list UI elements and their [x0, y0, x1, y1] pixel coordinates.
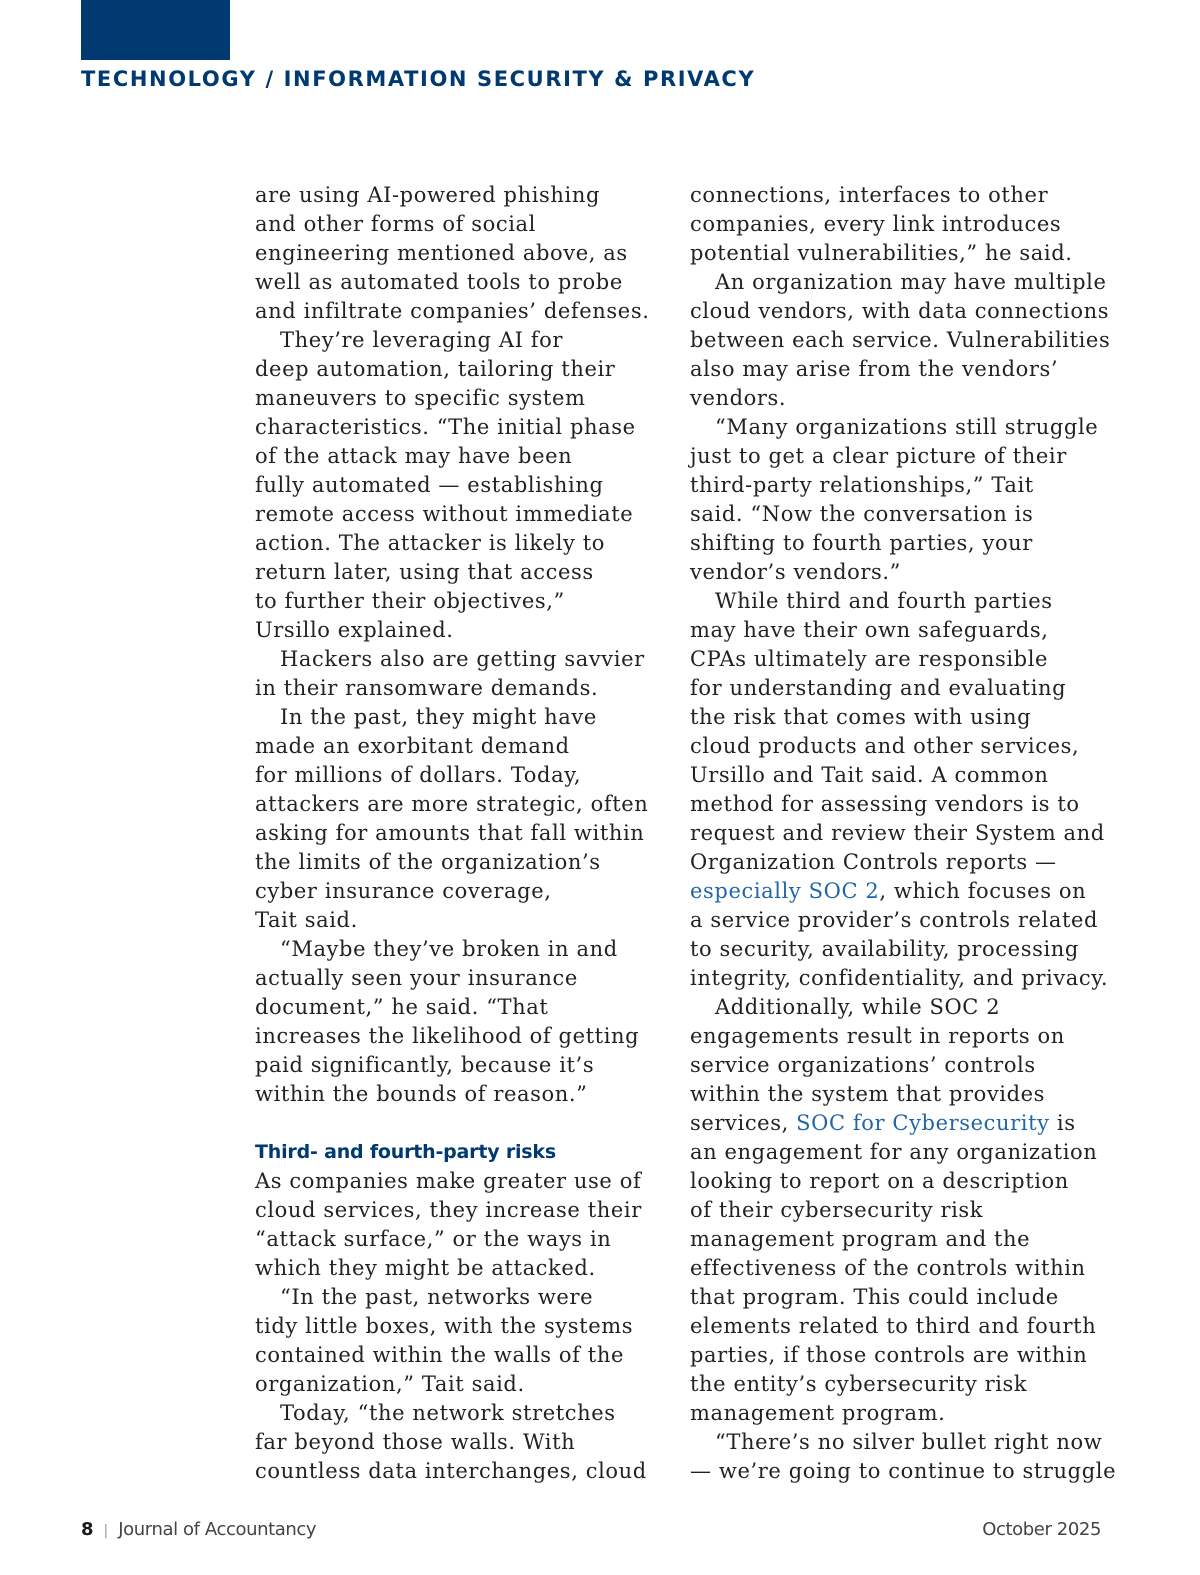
text-line: In the past, they might have — [280, 705, 597, 729]
text-line: that program. This could include — [690, 1285, 1059, 1309]
text-line: made an exorbitant demand — [255, 734, 570, 758]
paragraph — [255, 1399, 649, 1486]
text-line-with-link — [690, 877, 1116, 906]
text-line: “attack surface,” or the ways in — [255, 1227, 612, 1251]
paragraph-continuation — [690, 906, 1116, 993]
text-line: looking to report on a description — [690, 1169, 1069, 1193]
paragraph — [690, 181, 1116, 268]
text-line: tidy little boxes, with the systems — [255, 1314, 634, 1338]
text-line: “Maybe they’ve broken in and — [280, 937, 618, 961]
text-line: organization,” Tait said. — [255, 1372, 525, 1396]
text-line: characteristics. “The initial phase — [255, 415, 636, 439]
text-line: “There’s no silver bullet right now — [715, 1430, 1103, 1454]
article-column-right — [690, 181, 1116, 1486]
paragraph — [690, 587, 1116, 877]
text-line: to security, availability, processing — [690, 937, 1079, 961]
text-line: asking for amounts that fall within — [255, 821, 645, 845]
text-line: connections, interfaces to other — [690, 183, 1049, 207]
text-line: elements related to third and fourth — [690, 1314, 1097, 1338]
text-line: just to get a clear picture of their — [690, 444, 1067, 468]
soc-cybersecurity-link[interactable]: SOC for Cybersecurity — [796, 1111, 1050, 1135]
text-line: While third and fourth parties — [715, 589, 1053, 613]
text-line: Additionally, while SOC 2 — [715, 995, 1001, 1019]
text-line: management program and the — [690, 1227, 1031, 1251]
text-line: a service provider’s controls related — [690, 908, 1099, 932]
text-line: countless data interchanges, cloud — [255, 1459, 647, 1483]
text-line: cloud vendors, with data connections — [690, 299, 1110, 323]
journal-name: Journal of Accountancy — [118, 1519, 317, 1540]
text-line: the entity’s cybersecurity risk — [690, 1372, 1028, 1396]
text-line: vendors. — [690, 386, 787, 410]
header-color-block — [81, 0, 230, 60]
text-line-with-link — [690, 1109, 1116, 1138]
text-line: Tait said. — [255, 908, 358, 932]
section-subheading: Third- and fourth-party risks — [255, 1141, 556, 1163]
footer-left — [81, 1516, 316, 1544]
text-line: companies, every link introduces — [690, 212, 1062, 236]
text-line: An organization may have multiple — [715, 270, 1107, 294]
text-line: to further their objectives,” — [255, 589, 565, 613]
text-line: effectiveness of the controls within — [690, 1256, 1086, 1280]
text-line: paid significantly, because it’s — [255, 1053, 595, 1077]
text-line: service organizations’ controls — [690, 1053, 1036, 1077]
article-column-left — [255, 181, 649, 1486]
text-line: the limits of the organization’s — [255, 850, 601, 874]
text-line: cloud services, they increase their — [255, 1198, 642, 1222]
text-line: may have their own safeguards, — [690, 618, 1049, 642]
text-line: and other forms of social — [255, 212, 536, 236]
footer-separator: | — [103, 1523, 109, 1539]
paragraph — [255, 326, 649, 645]
issue-date: October 2025 — [982, 1519, 1101, 1540]
paragraph — [255, 1283, 649, 1399]
text-fragment: , which focuses on — [879, 879, 1087, 903]
paragraph — [255, 645, 649, 703]
section-gap — [255, 1109, 649, 1138]
text-line: and infiltrate companies’ defenses. — [255, 299, 650, 323]
text-fragment: is — [1049, 1111, 1076, 1135]
text-line: third-party relationships,” Tait — [690, 473, 1034, 497]
text-line: within the system that provides — [690, 1082, 1046, 1106]
text-line: return later, using that access — [255, 560, 594, 584]
paragraph — [690, 268, 1116, 413]
text-line: integrity, confidentiality, and privacy. — [690, 966, 1109, 990]
text-line: — we’re going to continue to struggle — [690, 1459, 1117, 1483]
text-line: between each service. Vulnerabilities — [690, 328, 1111, 352]
text-line: cyber insurance coverage, — [255, 879, 552, 903]
text-fragment: services, — [690, 1111, 797, 1135]
text-line: vendor’s vendors.” — [690, 560, 901, 584]
text-line: cloud products and other services, — [690, 734, 1080, 758]
text-line: the risk that comes with using — [690, 705, 1032, 729]
text-line: Hackers also are getting savvier — [280, 647, 645, 671]
text-line: for millions of dollars. Today, — [255, 763, 582, 787]
paragraph — [255, 935, 649, 1109]
text-line: attackers are more strategic, often — [255, 792, 649, 816]
soc2-link[interactable]: especially SOC 2 — [690, 879, 880, 903]
text-line: increases the likelihood of getting — [255, 1024, 640, 1048]
text-line: management program. — [690, 1401, 946, 1425]
text-line: action. The attacker is likely to — [255, 531, 606, 555]
section-header: TECHNOLOGY / INFORMATION SECURITY & PRIVACY — [81, 67, 756, 91]
text-line: in their ransomware demands. — [255, 676, 599, 700]
text-line: contained within the walls of the — [255, 1343, 624, 1367]
text-line: Ursillo explained. — [255, 618, 454, 642]
text-line: within the bounds of reason.” — [255, 1082, 588, 1106]
text-line: Today, “the network stretches — [280, 1401, 616, 1425]
text-line: “In the past, networks were — [280, 1285, 594, 1309]
text-line: maneuvers to specific system — [255, 386, 586, 410]
text-line: CPAs ultimately are responsible — [690, 647, 1049, 671]
text-line: an engagement for any organization — [690, 1140, 1098, 1164]
text-line: of the attack may have been — [255, 444, 573, 468]
text-line: far beyond those walls. With — [255, 1430, 576, 1454]
paragraph — [255, 1167, 649, 1283]
text-line: well as automated tools to probe — [255, 270, 623, 294]
text-line: deep automation, tailoring their — [255, 357, 616, 381]
text-line: are using AI-powered phishing — [255, 183, 601, 207]
text-line: for understanding and evaluating — [690, 676, 1067, 700]
text-line: said. “Now the conversation is — [690, 502, 1034, 526]
text-line: method for assessing vendors is to — [690, 792, 1080, 816]
text-line: They’re leveraging AI for — [280, 328, 564, 352]
text-line: engagements result in reports on — [690, 1024, 1065, 1048]
text-line: remote access without immediate — [255, 502, 634, 526]
text-line: engineering mentioned above, as — [255, 241, 628, 265]
text-line: As companies make greater use of — [255, 1169, 642, 1193]
text-line: Ursillo and Tait said. A common — [690, 763, 1049, 787]
text-line: also may arise from the vendors’ — [690, 357, 1059, 381]
text-line: of their cybersecurity risk — [690, 1198, 984, 1222]
text-line: fully automated — establishing — [255, 473, 604, 497]
text-line: “Many organizations still struggle — [715, 415, 1099, 439]
text-line: document,” he said. “That — [255, 995, 549, 1019]
page-number: 8 — [81, 1519, 94, 1540]
text-line: request and review their System and — [690, 821, 1105, 845]
text-line: parties, if those controls are within — [690, 1343, 1088, 1367]
paragraph — [690, 1428, 1116, 1486]
text-line: which they might be attacked. — [255, 1256, 596, 1280]
paragraph — [690, 413, 1116, 587]
text-line: actually seen your insurance — [255, 966, 578, 990]
paragraph-continuation — [690, 1138, 1116, 1428]
paragraph — [255, 703, 649, 935]
text-line: shifting to fourth parties, your — [690, 531, 1033, 555]
text-line: Organization Controls reports — — [690, 850, 1057, 874]
paragraph — [255, 181, 649, 326]
text-line: potential vulnerabilities,” he said. — [690, 241, 1073, 265]
paragraph — [690, 993, 1116, 1109]
